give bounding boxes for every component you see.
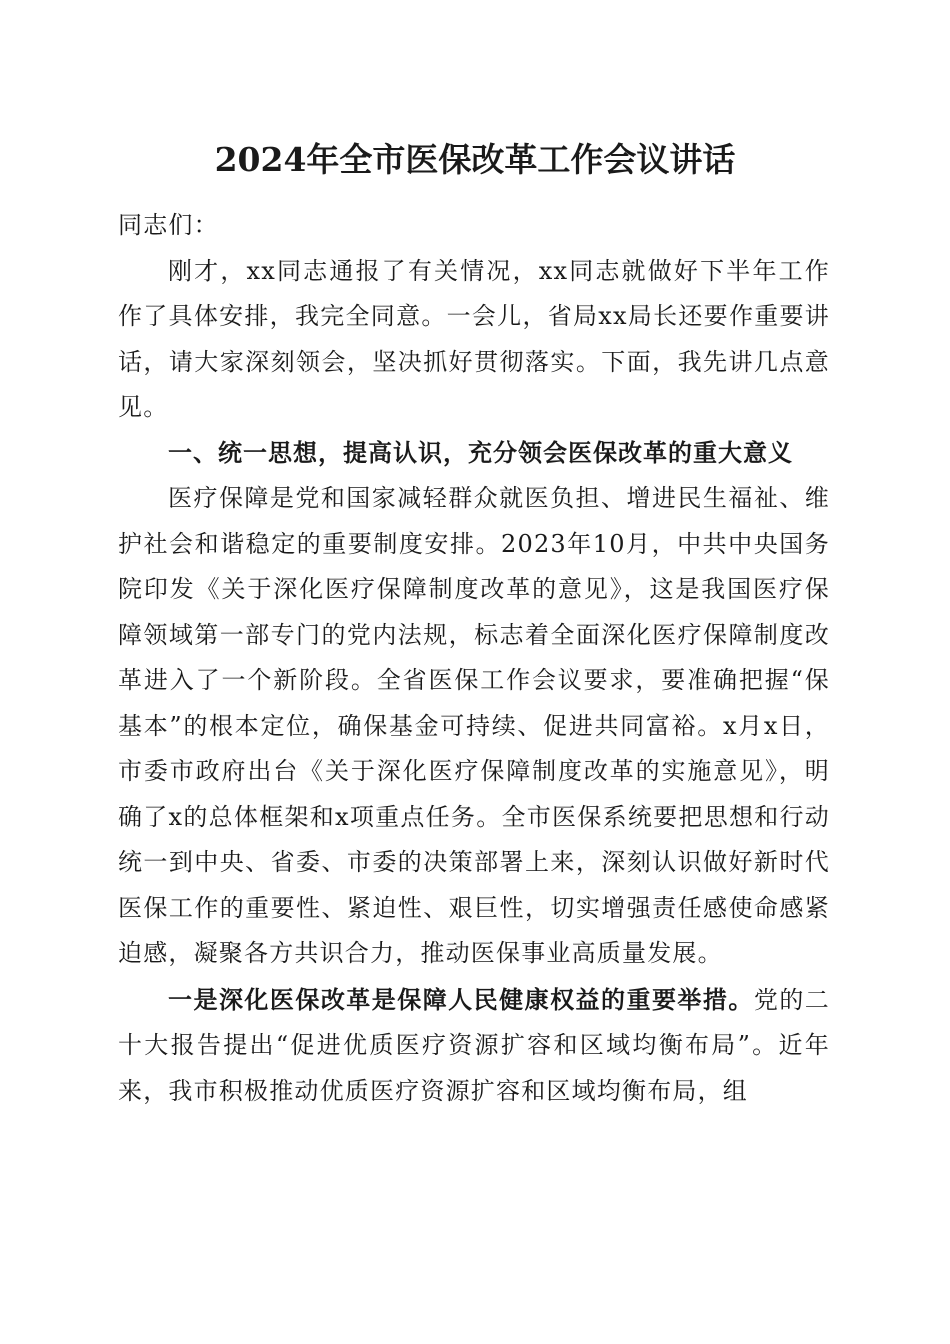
- point-lead: 一是深化医保改革是保障人民健康权益的重要举措。: [168, 984, 754, 1014]
- intro-paragraph: 刚才，xx同志通报了有关情况，xx同志就做好下半年工作作了具体安排，我完全同意。一会儿，省局xx局长还要作重要讲话，请大家深刻领会，坚决抓好贯彻落实。下面，我先讲几点意见。: [118, 256, 830, 421]
- section-paragraph: 医疗保障是党和国家减轻群众就医负担、增进民生福祉、维护社会和谐稳定的重要制度安排。2023年10月，中共中央国务院印发《关于深化医疗保障制度改革的意见》，这是我国医疗保障领域第一部专门的党内法规，标志着全面深化医疗保障制度改革进入了一个新阶段。全省医保工作会议要求，要准确把握“保基本”的根本定位，确保基金可持续、促进共同富裕。x月x日，市委市政府出台《关于深化医疗保障制度改革的实施意见》，明确了x的总体框架和x项重点任务。全市医保系统要把思想和行动统一到中央、省委、市委的决策部署上来，深刻认识做好新时代医保工作的重要性、紧迫性、艰巨性，切实增强责任感使命感紧迫感，凝聚各方共识合力，推动医保事业高质量发展。: [118, 484, 830, 967]
- point-paragraph: [118, 977, 830, 1115]
- section-heading: 一、统一思想，提高认识，充分领会医保改革的重大意义: [168, 438, 793, 467]
- greeting: 同志们：: [118, 211, 219, 239]
- point-text: 党的二十大报告提出“促进优质医疗资源扩容和区域均衡布局”。近年来，我市积极推动优质医疗资源扩容和区域均衡布局，组: [118, 985, 830, 1105]
- document-title: 2024年全市医保改革工作会议讲话: [214, 140, 736, 179]
- document-body: [118, 203, 830, 1114]
